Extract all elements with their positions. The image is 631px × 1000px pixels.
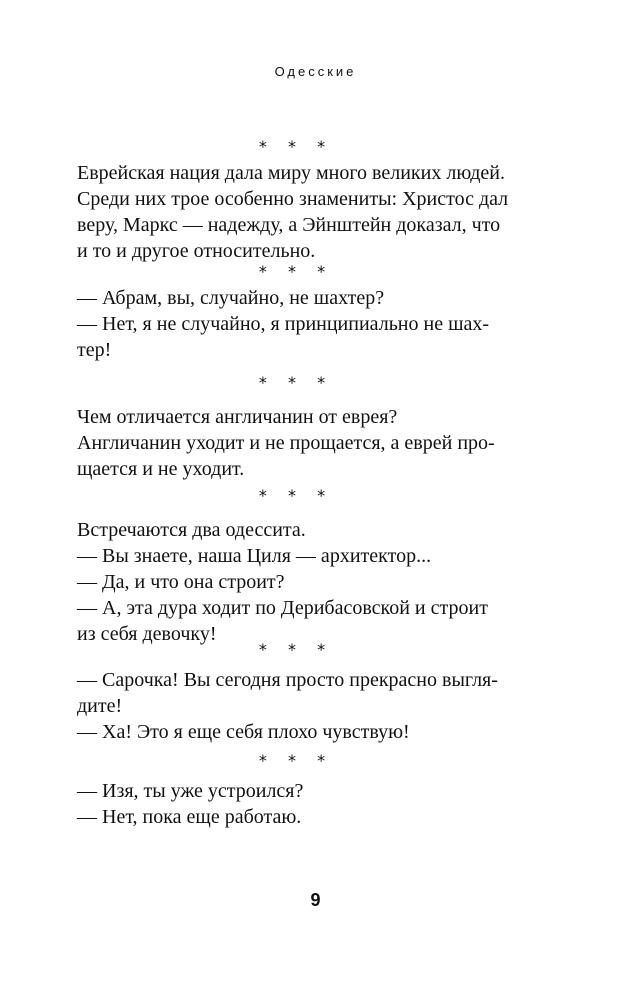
text-line: и то и другое относительно. <box>77 240 316 262</box>
page-number: 9 <box>310 890 321 910</box>
text-line: — Нет, пока еще работаю. <box>77 806 302 828</box>
text-line: Англичанин уходит и не прощается, а еврей про- <box>77 432 495 454</box>
section-separator: * * * <box>258 137 334 156</box>
text-line: веру, Маркс — надежду, а Эйнштейн доказал, что <box>77 214 501 236</box>
text-line: — А, эта дура ходит по Дерибасовской и строит <box>77 597 488 619</box>
section-separator: * * * <box>258 373 334 392</box>
section-separator: * * * <box>258 486 334 505</box>
text-line: — Вы знаете, наша Циля — архитектор... <box>77 545 432 567</box>
text-line: — Да, и что она строит? <box>77 571 285 593</box>
section-separator: * * * <box>258 262 334 281</box>
text-line: Еврейская нация дала миру много великих людей. <box>77 162 506 184</box>
joke-5 <box>77 637 507 745</box>
text-line: из себя девочку! <box>77 623 217 645</box>
text-line: щается и не уходит. <box>77 458 245 480</box>
text-line: Чем отличается англичанин от еврея? <box>77 406 398 428</box>
text-line: тер! <box>77 339 112 361</box>
text-line: — Изя, ты уже устроился? <box>77 780 304 802</box>
joke-4 <box>77 483 507 647</box>
joke-2 <box>77 259 507 363</box>
text-line: — Нет, я не случайно, я принципиально не шах- <box>77 313 490 335</box>
joke-3 <box>77 370 507 482</box>
text-line: Среди них трое особенно знамениты: Христос дал <box>77 188 509 210</box>
text-line: — Сарочка! Вы сегодня просто прекрасно выгля- <box>77 669 498 691</box>
section-separator: * * * <box>258 640 334 659</box>
joke-1 <box>77 134 507 264</box>
joke-6 <box>77 748 507 830</box>
section-separator: * * * <box>258 751 334 770</box>
text-line: Встречаются два одессита. <box>77 519 306 541</box>
text-line: — Абрам, вы, случайно, не шахтер? <box>77 287 385 309</box>
text-line: дите! <box>77 695 123 717</box>
running-head: Одесские <box>274 64 357 79</box>
text-line: — Ха! Это я еще себя плохо чувствую! <box>77 721 410 743</box>
